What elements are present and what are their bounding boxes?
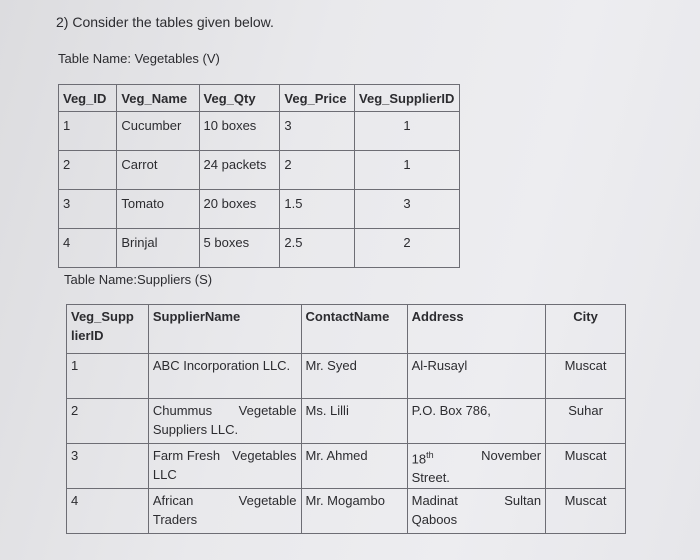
address-number: 18: [411, 451, 427, 467]
cell-contact-name: Mr. Ahmed: [301, 444, 407, 489]
cell-veg-name: Tomato: [117, 190, 199, 229]
cell-veg-id: 1: [59, 112, 117, 151]
cell-veg-name: Cucumber: [117, 112, 199, 151]
cell-veg-price: 3: [280, 112, 355, 151]
supplier-name-text: Suppliers LLC.: [152, 422, 239, 437]
table-row: [67, 354, 626, 399]
address-text: November: [481, 448, 542, 463]
cell-veg-supplier-id: 1: [355, 151, 460, 190]
cell-supplier-name: [148, 489, 301, 534]
cell-veg-name: Brinjal: [117, 229, 199, 268]
cell-veg-name: Carrot: [117, 151, 199, 190]
cell-supplier-name: [148, 354, 301, 399]
supplier-name-line: [153, 401, 297, 420]
table-header-row: [59, 85, 460, 112]
cell-veg-price: 2: [280, 151, 355, 190]
header-veg-name: Veg_Name: [117, 85, 199, 112]
cell-veg-supplier-id: 2: [355, 229, 460, 268]
cell-city: Muscat: [546, 444, 626, 489]
cell-contact-name: Ms. Lilli: [301, 399, 407, 444]
cell-veg-qty: 20 boxes: [199, 190, 280, 229]
header-veg-supplier-id: Veg_SupplierID: [355, 85, 460, 112]
supplier-name-text: African: [152, 493, 194, 508]
address-text: Street.: [411, 470, 450, 486]
supplier-name-text: Chummus: [152, 403, 213, 418]
address-line: [412, 446, 541, 468]
header-city: City: [546, 305, 626, 354]
ordinal-suffix: th: [426, 450, 434, 460]
address-text: Sultan: [504, 493, 542, 508]
supplier-name-text: Farm Fresh: [152, 448, 221, 463]
supplier-name-text: Vegetable: [238, 493, 297, 508]
cell-veg-id: 4: [59, 229, 117, 268]
cell-veg-id: 3: [59, 190, 117, 229]
table-row: [67, 399, 626, 444]
supplier-name-text: Traders: [152, 512, 198, 527]
cell-veg-price: 1.5: [280, 190, 355, 229]
cell-address: P.O. Box 786,: [407, 399, 545, 444]
table-row: [59, 190, 460, 229]
table-row: [67, 489, 626, 534]
table-header-row: [67, 305, 626, 354]
supplier-name-text: Vegetable: [238, 403, 297, 418]
cell-contact-name: Mr. Mogambo: [301, 489, 407, 534]
cell-address: Al-Rusayl: [407, 354, 545, 399]
supplier-name-text: LLC: [152, 467, 177, 482]
header-veg-price: Veg_Price: [280, 85, 355, 112]
header-veg-qty: Veg_Qty: [199, 85, 280, 112]
cell-veg-id: 2: [59, 151, 117, 190]
cell-veg-qty: 10 boxes: [199, 112, 280, 151]
address-text: Qaboos: [411, 512, 458, 527]
address-line: [412, 491, 541, 510]
vegetables-table-title: Table Name: Vegetables (V): [58, 51, 220, 66]
cell-supplier-id: 3: [67, 444, 149, 489]
cell-supplier-id: 2: [67, 399, 149, 444]
header-supplier-id: Veg_Supp lierID: [67, 305, 149, 354]
table-row: [59, 151, 460, 190]
suppliers-table-title: Table Name:Suppliers (S): [64, 272, 213, 287]
supplier-name-text: Vegetables: [232, 448, 297, 463]
header-address: Address: [407, 305, 545, 354]
cell-supplier-name: [148, 399, 301, 444]
table-row: [67, 444, 626, 489]
table-row: [59, 112, 460, 151]
cell-address: [407, 489, 545, 534]
cell-supplier-name: [148, 444, 301, 489]
supplier-name-line: [153, 446, 297, 465]
cell-veg-price: 2.5: [280, 229, 355, 268]
suppliers-table: [66, 304, 626, 534]
cell-address: [407, 444, 545, 489]
header-veg-id: Veg_ID: [59, 85, 117, 112]
cell-city: Muscat: [546, 489, 626, 534]
vegetables-table: [58, 84, 460, 268]
question-title: 2) Consider the tables given below.: [56, 14, 274, 30]
cell-contact-name: Mr. Syed: [301, 354, 407, 399]
cell-city: Suhar: [546, 399, 626, 444]
address-text: Madinat: [411, 493, 458, 508]
cell-supplier-id: 4: [67, 489, 149, 534]
header-contact-name: ContactName: [301, 305, 407, 354]
cell-city: Muscat: [546, 354, 626, 399]
cell-veg-qty: 24 packets: [199, 151, 280, 190]
cell-veg-qty: 5 boxes: [199, 229, 280, 268]
supplier-name-line: [153, 491, 297, 510]
cell-veg-supplier-id: 1: [355, 112, 460, 151]
table-row: [59, 229, 460, 268]
cell-veg-supplier-id: 3: [355, 190, 460, 229]
header-supplier-name: SupplierName: [148, 305, 301, 354]
supplier-name-text: ABC Incorporation LLC.: [152, 358, 291, 373]
address-text: [412, 446, 434, 468]
cell-supplier-id: 1: [67, 354, 149, 399]
